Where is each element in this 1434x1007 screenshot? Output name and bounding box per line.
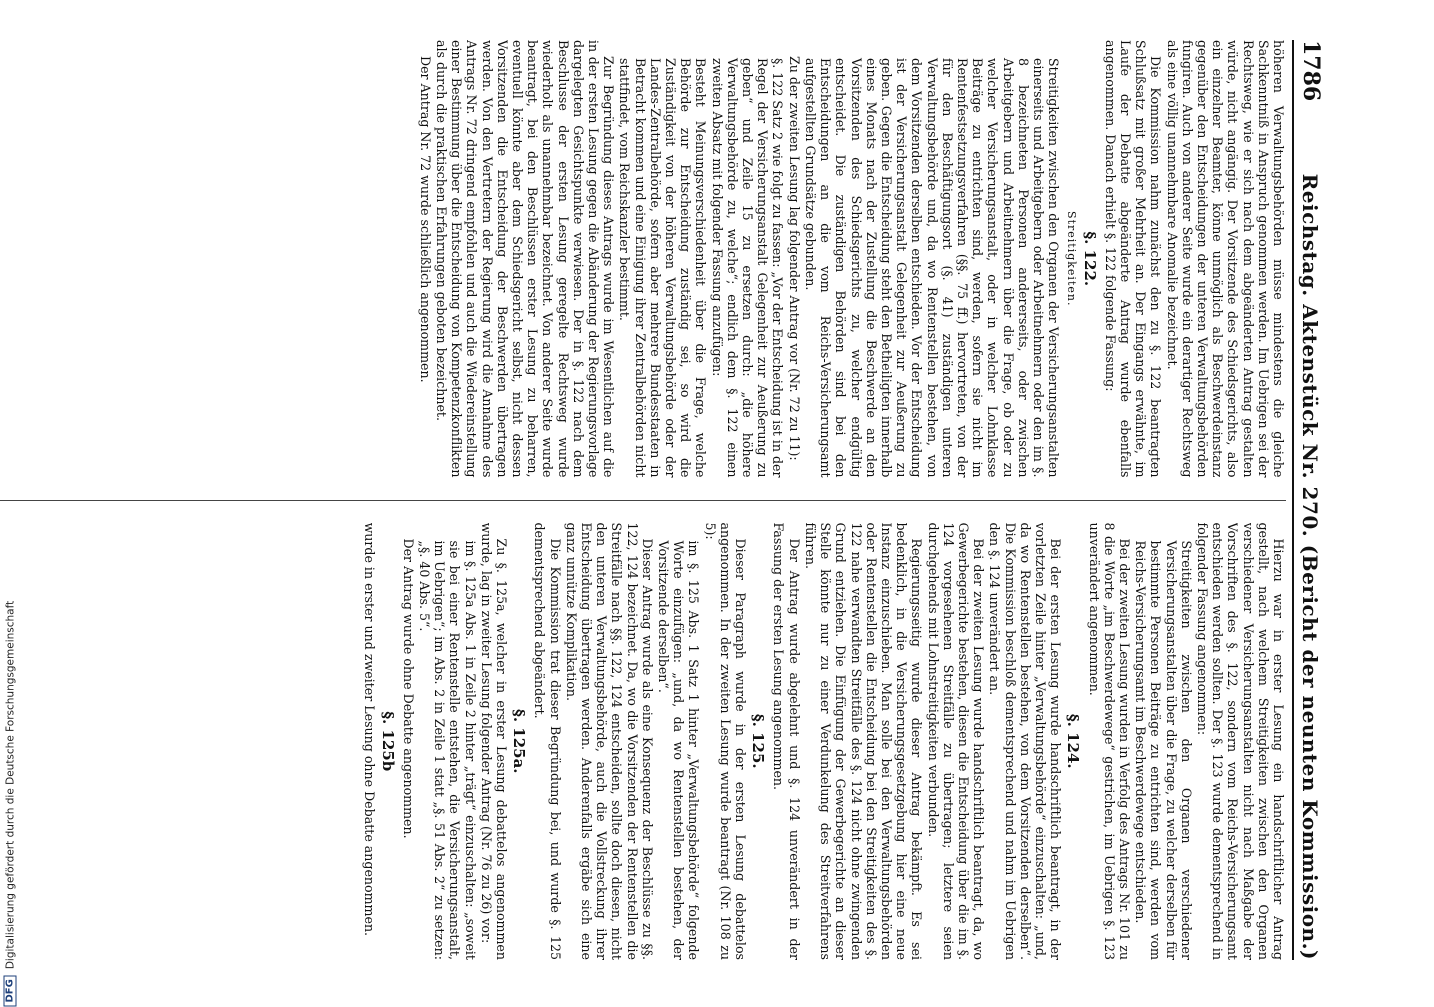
paragraph: im §. 125a Abs. 1 in Zeile 2 hinter „trägt“ einzuschalten: „soweit sie bei einer Rentenstelle entstehen, die Versicherungsanstalt, im Uebrigen“; im Abs. 2 in Zeile 1 statt „§. 51 Abs. 2“ zu setzen: „§. 40 Abs. 5“. (417, 540, 478, 960)
dfg-logo-icon: DFG (4, 975, 17, 1006)
paragraph: im §. 125 Abs. 1 Satz 1 hinter „Verwaltungsbehörde“ folgende Worte einzufügen: „und, da wo Rentenstellen bestehen, der Vorsitzende derselben“. (656, 540, 702, 960)
paragraph: Die Kommission nahm zunächst den zu §. 122 beantragten Schlußsatz mit großer Mehrheit an. Der Eingangs erwähnte, im Laufe der Debatte abgeänderte Antrag wurde ebenfalls angenommen. Danach erhielt §. 122 folgende Fassung: (1102, 40, 1164, 478)
section-heading-125b: §. 125b (378, 711, 397, 772)
paragraph: Bei der zweiten Lesung wurde handschriftlich beantragt, da, wo Gewerbegerichte bestehen, diesen die Entscheidung über die im §. 124 vorgesehenen Streitfälle zu übertragen; letztere seien durchgehends mit Lohnstreitigkeiten verbunden. (925, 522, 987, 960)
paragraph: Hierzu war in erster Lesung ein handschriftlicher Antrag gestellt, nach welchem Streitigkeiten zwischen den Organen verschiedener Versicherungsanstalten nicht nach Maßgabe der Vorschriften des §. 122, sondern vom Reichs-Versicherungsamt entschieden werden sollten. Der §. 123 wurde dementsprechend in folgender Fassung angenommen: (1194, 522, 1286, 960)
right-column (0, 523, 1286, 961)
digitization-note (0, 0, 24, 1003)
section-heading-122: §. 122. (1080, 231, 1099, 287)
paragraph: Bei der ersten Lesung wurde handschriftlich beantragt, in der vorletzten Zeile hinter „Verwaltungsbehörde“ einzuschalten: „und, da wo Rentenstellen bestehen, von dem Vorsitzenden derselben“. Die Kommission beschloß dementsprechend und nahm im Uebrigen den §. 124 unverändert an. (987, 522, 1064, 960)
paragraph: Streitigkeiten zwischen den Organen der Versicherungsanstalten einerseits und Arbeitgebern oder Arbeitnehmern oder den im §. 8 bezeichneten Personen andererseits, oder zwischen Arbeitgebern und Arbeitnehmern über die Frage, ob oder zu welcher Versicherungsanstalt, oder in welcher Lohnklasse Beiträge zu entrichten sind, werden, sofern sie nicht im Rentenfestsetzungsverfahren (§§. 75 ff.) hervortreten, von der für den Beschäftigungsort (§. 41) zuständigen unteren Verwaltungsbehörde und, da wo Rentenstellen bestehen, von dem Vorsitzenden derselben entschieden. Vor der Entscheidung ist der Versicherungsanstalt Gelegenheit zur Aeußerung zu geben. Gegen die Entscheidung steht den Betheiligten innerhalb eines Monats nach der Zustellung die Beschwerde an den Vorsitzenden des Schiedsgerichts zu, welcher endgültig entscheidet. Die zuständigen Behörden sind bei den Entscheidungen an die vom Reichs-Versicherungsamt aufgestellten Grundsätze gebunden. (802, 58, 1062, 478)
page-number: 1786 (1298, 40, 1324, 102)
paragraph: Dieser Antrag wurde als eine Konsequenz der Beschlüsse zu §§. 122, 124 bezeichnet. Da, wo die Vorsitzenden der Rentenstellen die Streitfälle nach §§. 122, 124 entscheiden, sollte doch diesen, nicht den unteren Verwaltungsbehörde, auch die Vollstreckung ihrer Entscheidung übertragen werden. Anderenfalls ergäbe sich eine ganz unnütze Komplikation. (563, 522, 655, 960)
paragraph: Regierungsseitig wurde dieser Antrag bekämpft. Es sei bedenklich, in die Versicherungsgesetzgebung hier eine neue Instanz einzuschieben. Man solle bei den Verwaltungsbehörden oder Rentenstellen die Entscheidung bei den Streitigkeiten des §. 122 nahe verwandten Streitfälle des §. 124 nicht ohne zwingenden Grund entziehen. Die Einfügung der Gewerbegerichte an dieser Stelle könnte nur zu einer Verdunkelung des Streitverfahrens führen. (802, 522, 925, 960)
page-header (1292, 40, 1342, 960)
running-title: Reichstag. Aktenstück Nr. 270. (Bericht der neunten Kommission.) (1298, 173, 1322, 960)
paragraph: Besteht Meinungsverschiedenheit über die Frage, welche Behörde zur Entscheidung zuständig sei, so wird die Zuständigkeit von der höheren Verwaltungsbehörde oder der Landes-Zentralbehörde, sofern aber mehrere Bundesstaaten in Betracht kommen und eine Einigung ihrer Zentralbehörden nicht stattfindet, vom Reichskanzler bestimmt. (617, 58, 709, 478)
paragraph: Der Antrag wurde abgelehnt und §. 124 unverändert in der Fassung der ersten Lesung angenommen. (771, 522, 802, 960)
section-heading-125: §. 125. (749, 713, 768, 769)
section-heading-124: §. 124. (1064, 713, 1083, 769)
paragraph: §. 122 Satz 2 wie folgt zu fassen: „Vor der Entscheidung ist in der Regel der Versicherungsanstalt Gelegenheit zur Aeußerung zu geben“ und Zeile 15 zu ersetzen durch: „die höhere Verwaltungsbehörde zu, welche“; endlich dem §. 122 einen zweiten Absatz mit folgender Fassung anzufügen: (709, 58, 786, 478)
section-heading-125a: §. 125a. (510, 708, 529, 774)
paragraph: Die Kommission trat dieser Begründung bei, und wurde §. 125 dementsprechend abgeändert. (532, 522, 563, 960)
digitization-credit: Digitalisierung gefördert durch die Deutsche Forschungsgemeinschaft (4, 600, 16, 970)
paragraph: Der Antrag wurde ohne Debatte angenommen. (400, 538, 416, 839)
section-subheading: Streitigkeiten. (1065, 211, 1079, 307)
paragraph: Zu der zweiten Lesung lag folgender Antrag vor (Nr. 72 zu 11): (786, 56, 802, 461)
paragraph: Zur Begründung dieses Antrags wurde im Wesentlichen auf die in der ersten Lesung gegen die Abänderung der Regierungsvorlage dargelegten Gesichtspunkte verwiesen. Der in §. 122 nach dem Beschlusse der ersten Lesung geregelte Rechtsweg wurde wiederholt als unannehmbar bezeichnet. Von anderer Seite wurde beantragt, bei den Beschlüssen erster Lesung zu beharren, eventuell könnte aber dem Schiedsgericht selbst, nicht dessen Vorsitzenden die Entscheidung der Beschwerden übertragen werden. Von den Vertretern der Regierung wird die Annahme des Antrags Nr. 72 dringend empfohlen und auch die Wiedereinstellung einer Bestimmung über die Entscheidung von Kompetenzkonflikten als durch die praktischen Erfahrungen geboten bezeichnet. (434, 40, 617, 478)
text-columns (0, 40, 1286, 960)
paragraph: wurde in erster und zweiter Lesung ohne Debatte angenommen. (362, 522, 378, 937)
paragraph: Streitigkeiten zwischen den Organen verschiedener Versicherungsanstalten über die Frage, zu welcher derselben für bestimmte Personen Beiträge zu entrichten sind, werden vom Reichs-Versicherungsamt im Beschwerdewege entschieden. (1133, 540, 1194, 960)
left-column (0, 40, 1286, 478)
column-divider (0, 500, 1286, 501)
paragraph: höheren Verwaltungsbehörden müsse mindestens die gleiche Sachkenntniß in Anspruch genommen werden. Im Uebrigen sei der Rechtsweg, wie er sich nach dem abgeänderten Antrag gestalten würde, nicht angängig. Der Vorsitzende des Schiedsgerichts, also ein einzelner Beamter, könne unmöglich als Beschwerdeinstanz gegenüber den Entscheidungen der unteren Verwaltungsbehörden fungiren. Auch von anderer Seite wurde ein derartiger Rechtsweg als eine völlig unannehmbare Anomalie bezeichnet. (1164, 40, 1286, 478)
paragraph: Dieser Paragraph wurde in der ersten Lesung debattelos angenommen. In der zweiten Lesung wurde beantragt (Nr. 108 zu 5): (702, 522, 749, 960)
paragraph: Zu §. 125a, welcher in erster Lesung debattelos angenommen wurde, lag in zweiter Lesung folgender Antrag (Nr. 76 zu 26) vor: (478, 522, 510, 960)
paragraph: Bei der zweiten Lesung wurden in Verfolg des Antrags Nr. 101 zu 8 die Worte „im Beschwerdewege“ gestrichen, im Uebrigen §. 123 unverändert angenommen. (1086, 522, 1132, 960)
paragraph: Der Antrag Nr. 72 wurde schließlich angenommen. (417, 56, 433, 383)
